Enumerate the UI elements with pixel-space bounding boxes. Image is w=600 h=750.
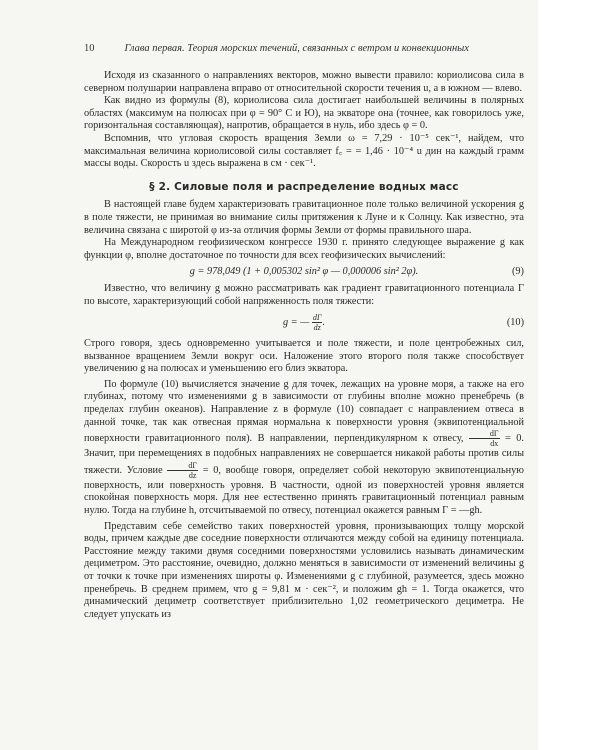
paragraph-part: По формуле (10) вычисляется значение g для точек, лежащих на уровне моря, а также на его глубинах, потому что изменениями g в зависимости от глубины вполне можно пренебречь (в пределах глубин океанов). Направление z в формуле (10) совпадает с направлением отвеса в данной точке, так как отвесная прямая нормальна к поверхности уровня (эквипотенциальной поверхности гравитационного поля). В направлении, перпендикулярном к отвесу, — [84, 378, 524, 445]
paragraph-with-inline-fractions — [84, 379, 524, 518]
formula-10-lhs: g = — — [282, 317, 310, 329]
paragraph: Представим себе семейство таких поверхностей уровня, пронизывающих толщу морской воды, причем каждые две соседние поверхности отличаются между собой на единицу потенциала. Расстояние между такими двумя соседними поверхностями условились называть динамическим дециметром. Это расстояние, очевидно, должно меняться в зависимости от изменений величины g от точки к точке при изменениях широты φ. Изменениями g с глубиной, разумеется, здесь можно пренебречь. В среднем примем, что g = 9,81 м · сек⁻², и положим gh = 1. Тогда окажется, что динамический дециметр соответствует приблизительно 1,02 геометрического дециметра. Не следует упускать из — [84, 520, 524, 620]
fraction-denominator: dz — [313, 323, 321, 333]
formula-10-number: (10) — [506, 317, 524, 329]
fraction-numerator: dΓ — [469, 429, 500, 439]
formula-9 — [84, 266, 524, 279]
fraction-denominator: dx — [490, 439, 499, 449]
paragraph-part: = 0, вообще говоря, определяет собой некоторую эквипотенциальную поверхность, или поверхность уровня. В частности, одной из поверхностей уровня является спокойная поверхность моря. Для нее естественно принять гравитационный потенциал равным нулю. Тогда на глубине h, отсчитываемой по отвесу, потенциал окажется равным Γ = —gh. — [84, 464, 524, 517]
paragraph: В настоящей главе будем характеризовать гравитационное поле только величиной ускорения g в поле тяжести, не принимая во внимание силы притяжения к Луне и к Солнцу. Как известно, эта величина связана с широтой φ из-за отличия формы Земли от формы правильного шара. — [84, 199, 524, 236]
section-heading: § 2. Силовые поля и распределение водных масс — [149, 180, 459, 193]
fraction-numerator: dΓ — [312, 313, 322, 323]
paragraph: Исходя из сказанного о направлениях векторов, можно вывести правило: кориолисова сила в северном полушарии направлена вправо от относительной скорости течения u, а в южном — влево. — [84, 70, 524, 94]
formula-9-number: (9) — [511, 266, 524, 278]
inline-fraction — [469, 429, 500, 448]
paragraph: Вспомнив, что угловая скорость вращения Земли ω = 7,29 · 10⁻⁵ сек⁻¹, найдем, что максимальная величина кориолисовой силы составляет f꜀ = = 1,46 · 10⁻⁴ u дин на каждый грамм массы воды. Скорость u здесь выражена в см · сек⁻¹. — [84, 132, 524, 170]
inline-fraction — [167, 461, 198, 480]
formula-10-fraction — [312, 313, 326, 333]
fraction-numerator: dΓ — [167, 461, 198, 471]
scan-margin — [538, 0, 600, 750]
formula-10-tail: . — [322, 317, 326, 329]
formula-10 — [84, 312, 524, 334]
running-title: Глава первая. Теория морских течений, связанных с ветром и конвекционных — [124, 43, 469, 54]
fraction-denominator: dz — [188, 470, 197, 480]
page-number: 10 — [84, 43, 95, 54]
paragraph-part: = 0. Значит, при перемещениях в подобных направлениях не совершается никакой работы против силы тяжести. Условие — [84, 433, 524, 476]
paragraph: Как видно из формулы (8), кориолисова сила достигает наибольшей величины в полярных областях (максимум на полюсах при φ = 90° С и Ю), на экваторе она (точнее, как говорилось уже, горизонтальная составляющая), напротив, обращается в нуль, ибо здесь φ = 0. — [84, 95, 524, 132]
page-body — [84, 70, 524, 621]
formula-9-text: g = 978,049 (1 + 0,005302 sin² φ — 0,000006 sin² 2φ). — [189, 266, 419, 278]
running-header — [84, 43, 524, 54]
paragraph: Строго говоря, здесь одновременно учитывается и поле тяжести, и поле центробежных сил, вызванное вращением Земли вокруг оси. Наложение этого второго поля также способствует увеличению g на полюсах и уменьшению его близ экватора. — [84, 338, 524, 375]
paragraph: На Международном геофизическом конгрессе 1930 г. принято следующее выражение g как функции φ, вполне достаточное по точности для всех геофизических вычислений: — [84, 237, 524, 261]
paragraph: Известно, что величину g можно рассматривать как градиент гравитационного потенциала Γ по высоте, характеризующий собой напряженность поля тяжести: — [84, 282, 524, 307]
